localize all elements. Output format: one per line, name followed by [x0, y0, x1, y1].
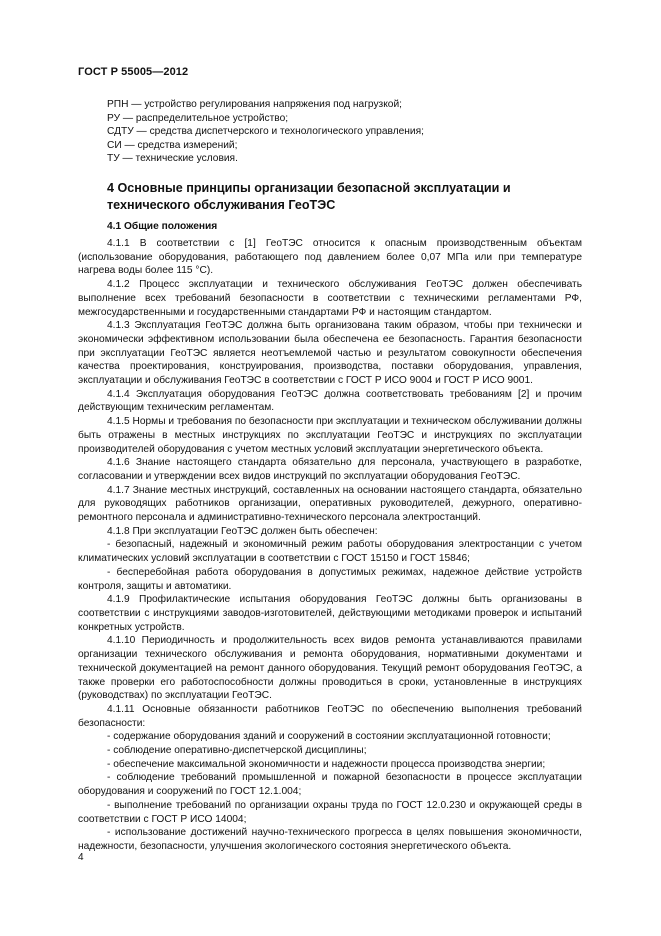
- list-item: - бесперебойная работа оборудования в допустимых режимах, надежное действие устройств контроля, защиты и автоматики.: [78, 566, 582, 592]
- abbreviation-item: РПН — устройство регулирования напряжения под нагрузкой;: [107, 99, 402, 110]
- document-header: ГОСТ Р 55005—2012: [78, 66, 189, 78]
- abbreviation-item: ТУ — технические условия.: [107, 153, 238, 164]
- paragraph: 4.1.3 Эксплуатация ГеоТЭС должна быть организована таким образом, чтобы при технически и экономически эффективном использовании была обеспечена ее безопасность. Гарантия безопасности при эксплуатации ГеоТЭС является неотъемлемой частью и результатом совокупности обеспечения качества проектирования, конструирования, производства, поставки оборудования, управления, эксплуатации и обслуживания ГеоТЭС в соответствии с ГОСТ Р ИСО 9004 и ГОСТ Р ИСО 9001.: [78, 320, 582, 387]
- paragraph: 4.1.6 Знание настоящего стандарта обязательно для персонала, участвующего в разработке, согласовании и утверждении всех видов инструкций по эксплуатации оборудования ГеоТЭС.: [78, 457, 582, 482]
- paragraph: 4.1.2 Процесс эксплуатации и технического обслуживания ГеоТЭС должен обеспечивать выполнение всех требований безопасности в соответствии с техническими регламентами РФ, межгосударственными и государственными стандартами РФ и настоящим стандартом.: [78, 279, 582, 318]
- abbreviation-item: СДТУ — средства диспетчерского и технологического управления;: [107, 126, 424, 137]
- paragraph: 4.1.9 Профилактические испытания оборудования ГеоТЭС должны быть организованы в соответствии с инструкциями заводов-изготовителей, действующими методиками проверок и испытаний конкретных устройств.: [78, 594, 582, 633]
- paragraph: 4.1.10 Периодичность и продолжительность всех видов ремонта устанавливаются правилами организации технического обслуживания и ремонта оборудования, нормативными документами и технической документацией на ремонт данного оборудования. Текущий ремонт оборудования ГеоТЭС, а также проверки его работоспособности должны проводиться в сроки, установленные в инструкциях (руководствах) по эксплуатации ГеоТЭС.: [78, 635, 582, 702]
- abbreviation-item: СИ — средства измерений;: [107, 139, 238, 151]
- paragraph: 4.1.8 При эксплуатации ГеоТЭС должен быть обеспечен:: [107, 525, 378, 537]
- abbreviations-list: [107, 98, 424, 166]
- list-item: - обеспечение максимальной экономичности и надежности процесса производства энергии;: [107, 758, 546, 770]
- list-item: - безопасный, надежный и экономичный режим работы оборудования электростанции с учетом климатических условий эксплуатации в соответствии с ГОСТ 15150 и ГОСТ 15846;: [78, 539, 582, 565]
- list-item: - использование достижений научно-технического прогресса в целях повышения экономичности, надежности, безопасности, улучшения экологического состояния энергетического объекта.: [78, 827, 582, 852]
- paragraph: 4.1.11 Основные обязанности работников ГеоТЭС по обеспечению выполнения требований безопасности:: [78, 703, 582, 729]
- list-item: - соблюдение оперативно-диспетчерской дисциплины;: [107, 745, 367, 757]
- list-item: - соблюдение требований промышленной и пожарной безопасности в процессе эксплуатации оборудования и сооружений по ГОСТ 12.1.004;: [78, 772, 582, 798]
- paragraph: 4.1.5 Нормы и требования по безопасности при эксплуатации и техническом обслуживании должны быть отражены в местных инструкциях по эксплуатации ГеоТЭС и инструкциях по эксплуатации производителей оборудования с учетом местных условий эксплуатации энергетического объекта.: [78, 416, 582, 455]
- page-number: 4: [78, 852, 84, 863]
- body-text: [78, 237, 582, 854]
- list-item: - содержание оборудования зданий и сооружений в состоянии эксплуатационной готовности;: [107, 731, 551, 743]
- paragraph: 4.1.1 В соответствии с [1] ГеоТЭС относится к опасным производственным объектам (использование оборудования, работающего под давлением более 0,07 МПа или при температуре нагрева воды более 115 °С).: [78, 238, 582, 277]
- paragraph: 4.1.4 Эксплуатация оборудования ГеоТЭС должна соответствовать требованиям [2] и прочим действующим техническим регламентам.: [78, 388, 582, 414]
- section-title: 4 Основные принципы организации безопасной эксплуатации и технического обслуживания ГеоТЭС: [107, 181, 511, 212]
- paragraph: 4.1.7 Знание местных инструкций, составленных на основании настоящего стандарта, обязательно для руководящих работников организации, оперативных руководителей, дежурного, оперативно-ремонтного персонала и административно-технического персонала электростанций.: [78, 484, 582, 524]
- list-item: - выполнение требований по организации охраны труда по ГОСТ 12.0.230 и окружающей среды в соответствии с ГОСТ Р ИСО 14004;: [78, 799, 582, 825]
- abbreviation-item: РУ — распределительное устройство;: [107, 112, 289, 124]
- subsection-title: 4.1 Общие положения: [107, 221, 218, 232]
